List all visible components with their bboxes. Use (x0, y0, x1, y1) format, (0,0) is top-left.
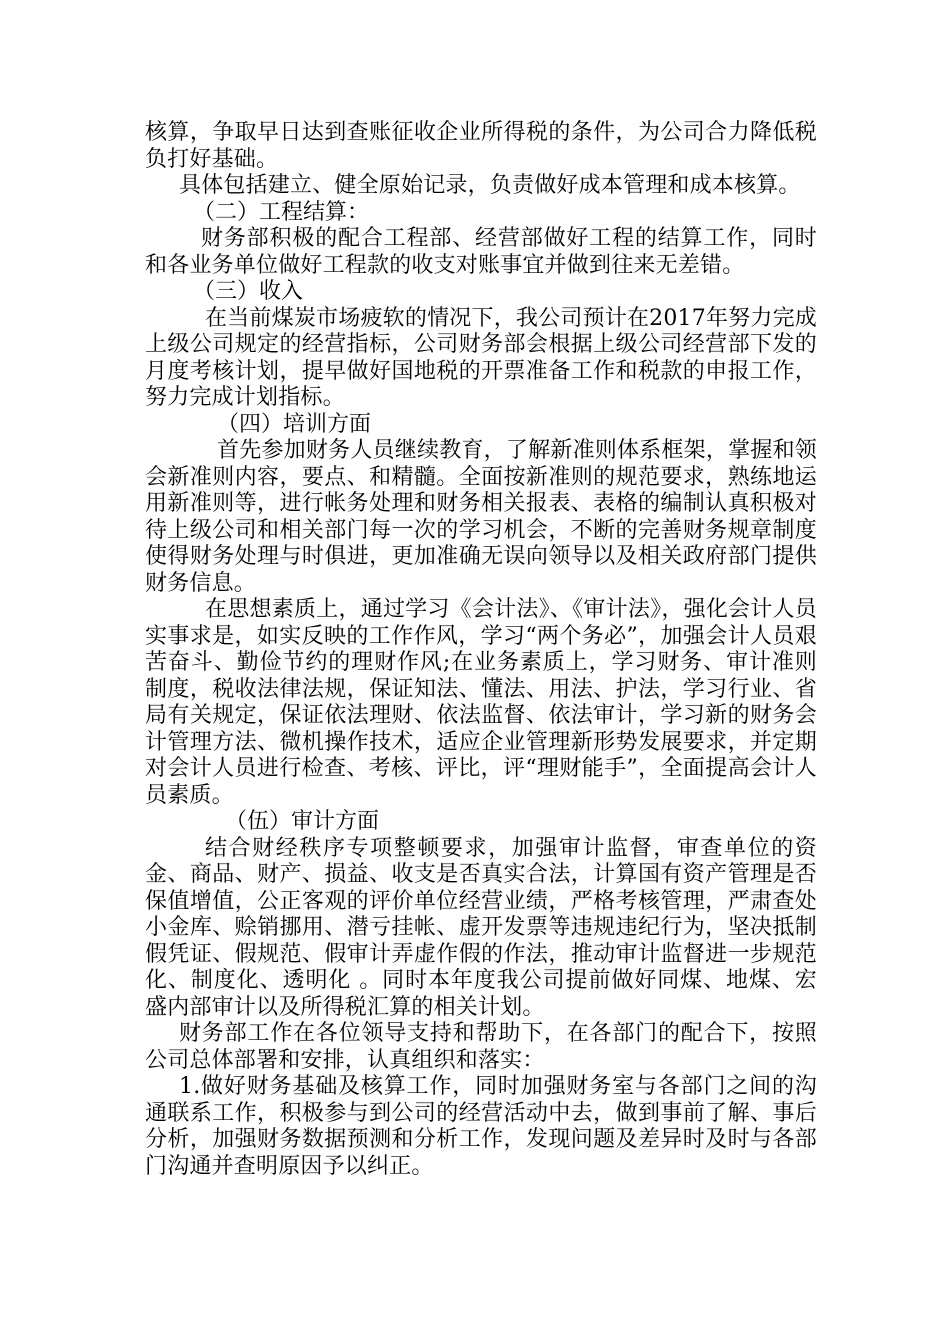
paragraph-implementation: 财务部工作在各位领导支持和帮助下，在各部门的配合下，按照公司总体部署和安排，认真组织和落实： (145, 1021, 817, 1073)
paragraph-specifics: 具体包括建立、健全原始记录，负责做好成本管理和成本核算。 (179, 173, 801, 198)
paragraph-training-1: 首先参加财务人员继续教育，了解新准则体系框架，掌握和领会新准则内容，要点、和精髓。全面按新准则的规范要求，熟练地运用新准则等，进行帐务处理和财务相关报表、表格的编制认真积极对待上级公司和相关部门每一次的学习机会，不断的完善财务规章制度使得财务处理与时俱进，更加准确无误向领导以及相关政府部门提供财务信息。 (145, 438, 817, 596)
paragraph-training-2: 在思想素质上，通过学习《会计法》、《审计法》，强化会计人员实事求是，如实反映的工作作风，学习“两个务必”，加强会计人员艰苦奋斗、勤俭节约的理财作风;在业务素质上，学习财务、审计准则制度，税收法律法规，保证知法、懂法、用法、护法，学习行业、省局有关规定，保证依法理财、依法监督、依法审计，学习新的财务会计管理方法、微机操作技术，适应企业管理新形势发展要求，并定期对会计人员进行检查、考核、评比，评“理财能手”，全面提高会计人员素质。 (145, 597, 817, 808)
section-heading-income: （三）收入 (193, 279, 304, 304)
paragraph-engineering-settlement: 财务部积极的配合工程部、经营部做好工程的结算工作，同时和各业务单位做好工程款的收支对账事宜并做到往来无差错。 (145, 226, 817, 278)
paragraph-income: 在当前煤炭市场疲软的情况下，我公司预计在2017年努力完成上级公司规定的经营指标，公司财务部会根据上级公司经营部下发的月度考核计划，提早做好国地税的开票准备工作和税款的申报工作，努力完成计划指标。 (145, 305, 817, 410)
paragraph-audit: 结合财经秩序专项整顿要求，加强审计监督，审查单位的资金、商品、财产、损益、收支是否真实合法，计算国有资产管理是否保值增值，公正客观的评价单位经营业绩，严格考核管理，严肃查处小金库、赊销挪用、潜亏挂帐、虚开发票等违规违纪行为，坚决抵制假凭证、假规范、假审计弄虚作假的作法，推动审计监督进一步规范化、制度化、透明化 。同时本年度我公司提前做好同煤、地煤、宏盛内部审计以及所得税汇算的相关计划。 (145, 835, 817, 1020)
section-heading-audit: （伍）审计方面 (225, 809, 380, 834)
section-heading-training: （四）培训方面 (217, 411, 372, 437)
paragraph-accounting-continued: 核算，争取早日达到查账征收企业所得税的条件，为公司合力降低税负打好基础。 (145, 120, 817, 172)
document-page (145, 120, 817, 1180)
paragraph-item-1: 1.做好财务基础及核算工作，同时加强财务室与各部门之间的沟通联系工作，积极参与到公司的经营活动中去，做到事前了解、事后分析，加强财务数据预测和分析工作，发现问题及差异时及时与各部门沟通并查明原因予以纠正。 (145, 1074, 817, 1179)
section-heading-engineering-settlement: （二）工程结算： (193, 199, 370, 225)
